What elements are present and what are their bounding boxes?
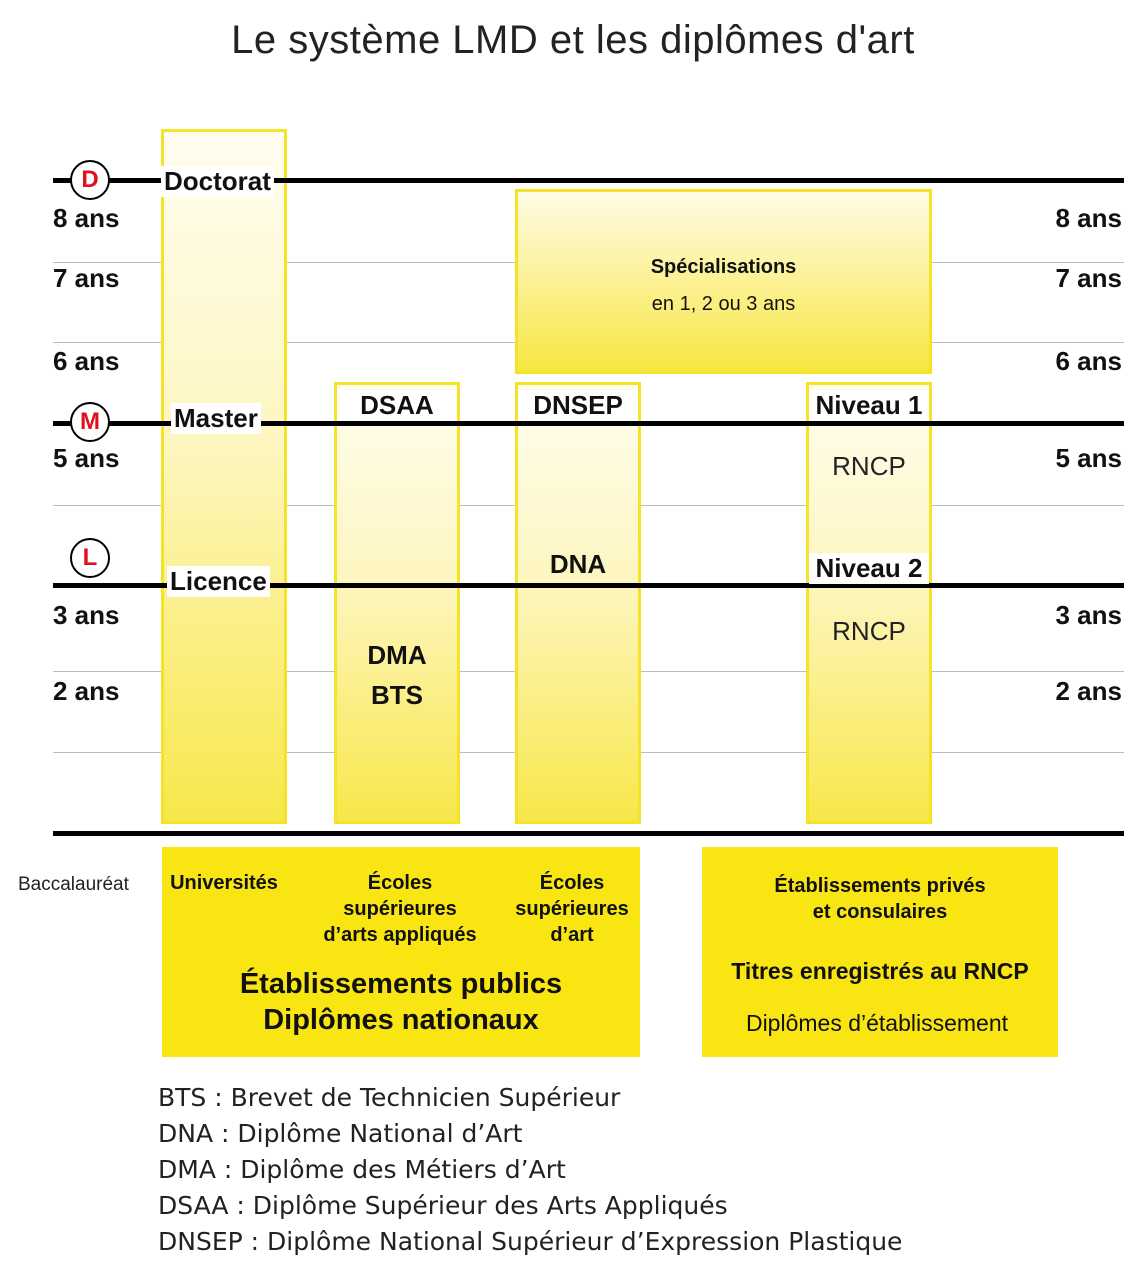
- private-establishments-line-2: et consulaires: [812, 901, 948, 923]
- year-label-left-6: 6 ans: [53, 346, 120, 376]
- private-establishments-line-1: Établissements privés: [774, 875, 986, 897]
- specialisations-box: [515, 189, 932, 374]
- licence-label: Licence: [167, 566, 270, 597]
- dna-label: DNA: [549, 549, 607, 579]
- private-establishments-label: [702, 873, 1058, 925]
- year-label-right-2: 2 ans: [1055, 676, 1122, 706]
- year-label-right-8: 8 ans: [1055, 203, 1122, 233]
- public-establishments-title: [162, 966, 640, 1038]
- ecoles-art-label: [502, 870, 642, 948]
- specialisations-title: Spécialisations: [650, 256, 797, 278]
- applied-arts-column: [334, 382, 460, 824]
- niveau-2-label: Niveau 2: [809, 553, 929, 584]
- legend-item-dsaa: DSAA : Diplôme Supérieur des Arts Appliqués: [158, 1191, 728, 1220]
- universites-label: Universités: [170, 872, 278, 894]
- legend-item-dnsep: DNSEP : Diplôme National Supérieur d’Expression Plastique: [158, 1227, 903, 1256]
- year-label-right-6: 6 ans: [1055, 346, 1122, 376]
- rncp-column: [806, 382, 932, 824]
- year-label-left-8: 8 ans: [53, 203, 120, 233]
- baccalaureat-label: Baccalauréat: [18, 874, 129, 895]
- universities-column: [161, 129, 287, 824]
- abbreviation-legend: [158, 1080, 902, 1260]
- dnsep-label: DNSEP: [518, 390, 638, 421]
- ecoles-art-line-2: supérieures: [515, 898, 629, 920]
- ecoles-arts-appliques-line-1: Écoles: [367, 872, 433, 894]
- legend-item-dma: DMA : Diplôme des Métiers d’Art: [158, 1155, 566, 1184]
- national-diplomas-line: Diplômes nationaux: [263, 1004, 539, 1036]
- bts-label: BTS: [371, 680, 423, 710]
- year-label-right-3: 3 ans: [1055, 600, 1122, 630]
- dma-label: DMA: [367, 640, 427, 670]
- ecoles-arts-appliques-label: [300, 870, 500, 948]
- doctorat-marker: D: [70, 160, 110, 200]
- baccalaureat-line: [53, 831, 1124, 836]
- year-label-left-5: 5 ans: [53, 443, 120, 473]
- art-schools-column: [515, 382, 641, 824]
- year-label-left-7: 7 ans: [53, 263, 120, 293]
- public-establishments-line: Établissements publics: [239, 968, 563, 1000]
- ecoles-art-line-1: Écoles: [539, 872, 605, 894]
- year-label-right-7: 7 ans: [1055, 263, 1122, 293]
- specialisations-subtitle: en 1, 2 ou 3 ans: [651, 293, 796, 315]
- ecoles-arts-appliques-line-3: d’arts appliqués: [323, 924, 477, 946]
- master-marker: M: [70, 402, 110, 442]
- year-label-right-5: 5 ans: [1055, 443, 1122, 473]
- ecoles-art-line-3: d’art: [550, 924, 594, 946]
- ecoles-arts-appliques-line-2: supérieures: [343, 898, 457, 920]
- doctorat-label: Doctorat: [161, 166, 274, 197]
- legend-item-bts: BTS : Brevet de Technicien Supérieur: [158, 1083, 621, 1112]
- dsaa-label: DSAA: [337, 390, 457, 421]
- diagram-title: Le système LMD et les diplômes d'art: [231, 18, 915, 62]
- year-label-left-2: 2 ans: [53, 676, 120, 706]
- rncp-titles-label: Titres enregistrés au RNCP: [731, 958, 1029, 984]
- niveau-1-label: Niveau 1: [809, 390, 929, 421]
- rncp-level-1-label: RNCP: [832, 451, 906, 481]
- year-label-left-3: 3 ans: [53, 600, 120, 630]
- establishment-diplomas-label: Diplômes d’établissement: [745, 1010, 1009, 1036]
- legend-item-dna: DNA : Diplôme National d’Art: [158, 1119, 523, 1148]
- licence-marker: L: [70, 538, 110, 578]
- rncp-level-2-label: RNCP: [832, 616, 906, 646]
- master-label: Master: [171, 403, 261, 434]
